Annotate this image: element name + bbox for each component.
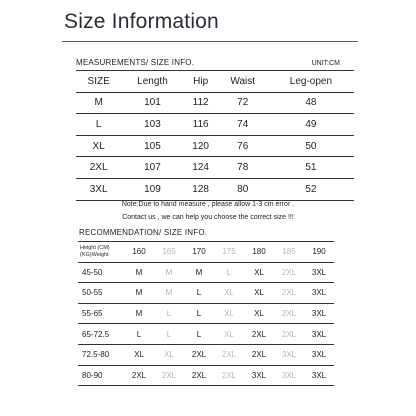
column-header: Length [137,75,168,87]
size-cell: 3XL [89,183,108,195]
recommended-size-cell: L [136,329,142,339]
recommended-size-cell: M [135,288,143,298]
weight-range-cell: 50-55 [82,288,103,298]
recommended-size-cell: XL [254,309,264,319]
table-row [78,303,334,324]
size-table-header [76,71,354,93]
measurements-heading: MEASUREMENTS/ SIZE INFO. [76,58,195,67]
recommendation-table-header [78,242,334,263]
table-row [76,135,354,157]
recommended-size-cell: 2XL [281,309,297,319]
column-header: Leg-open [289,75,333,87]
recommended-size-cell: L [196,309,202,319]
recommended-size-cell: 3XL [311,309,327,319]
recommended-size-cell: 2XL [131,370,147,380]
note-line-2: Contact us , we can help you choose the correct size !!! [122,214,294,221]
measurement-cell: 105 [144,140,161,152]
recommended-size-cell: M [195,267,203,277]
weight-range-cell: 65-72.5 [82,329,110,339]
recommended-size-cell: 2XL [281,267,297,277]
recommended-size-cell: M [135,309,143,319]
recommended-size-cell: 2XL [221,350,237,360]
table-row [76,114,354,136]
recommended-size-cell: XL [254,267,264,277]
measurement-cell: 112 [192,97,209,109]
measurement-cell: 107 [144,162,161,174]
table-row [78,365,334,386]
recommended-size-cell: XL [224,329,234,339]
height-column-header: 190 [312,247,326,257]
recommended-size-cell: 3XL [311,350,327,360]
table-row [76,157,354,179]
measurement-cell: 78 [237,162,249,174]
column-header: Hip [193,75,209,87]
table-row [78,324,334,345]
table-row [78,344,334,365]
column-header: Waist [230,75,256,87]
measurement-cell: 80 [237,183,249,195]
height-column-header: 175 [222,247,236,257]
recommended-size-cell: 3XL [311,288,327,298]
page-title: Size Information [64,10,219,33]
recommended-size-cell: 3XL [311,267,327,277]
measurement-cell: 76 [237,140,249,152]
recommended-size-cell: 3XL [251,370,267,380]
weight-range-cell: 45-50 [82,267,103,277]
size-cell: L [95,118,102,130]
table-row [76,178,354,200]
recommended-size-cell: 2XL [251,329,267,339]
measurement-cell: 124 [192,162,209,174]
title-divider [62,41,358,42]
height-column-header: 185 [282,247,296,257]
size-cell: XL [92,140,105,152]
measurement-cell: 120 [192,140,209,152]
measurement-cell: 50 [305,140,317,152]
recommended-size-cell: 2XL [281,329,297,339]
weight-range-cell: 80-90 [82,370,103,380]
measurement-cell: 103 [144,118,161,130]
recommended-size-cell: XL [134,350,144,360]
recommended-size-cell: M [165,288,173,298]
recommended-size-cell: 2XL [191,370,207,380]
recommended-size-cell: M [165,267,173,277]
recommended-size-cell: 2XL [251,350,267,360]
height-weight-label [78,242,124,263]
size-table [76,70,354,201]
height-column-header: 160 [132,247,146,257]
recommended-size-cell: 3XL [311,370,327,380]
table-row [78,262,334,283]
measurement-cell: 48 [305,97,317,109]
recommended-size-cell: XL [224,309,234,319]
recommended-size-cell: L [166,309,172,319]
table-row [76,92,354,114]
measurement-cell: 49 [305,118,317,130]
measurement-cell: 101 [144,97,161,109]
recommended-size-cell: XL [164,350,174,360]
measurement-cell: 128 [192,183,209,195]
recommended-size-cell: M [135,267,143,277]
height-column-header: 180 [252,247,266,257]
recommended-size-cell: 2XL [191,350,207,360]
recommended-size-cell: 2XL [161,370,177,380]
column-header: SIZE [87,75,110,87]
height-column-header: 170 [192,247,206,257]
recommendation-table [78,241,334,386]
weight-range-cell: 55-65 [82,309,103,319]
height-label: Height (CM) [80,244,110,251]
recommended-size-cell: 2XL [281,288,297,298]
recommendation-heading: RECOMMENDATION/ SIZE INFO. [79,228,208,237]
unit-label: UNIT:CM [311,60,340,67]
recommended-size-cell: L [226,267,232,277]
weight-label: (KG)Weight [80,251,109,258]
measurement-cell: 52 [305,183,317,195]
weight-range-cell: 72.5-80 [82,350,110,360]
recommended-size-cell: L [196,288,202,298]
note-line-1: Note:Due to hand measure , please allow 1-3 cm error . [121,201,295,208]
table-row [78,283,334,304]
recommended-size-cell: 2XL [221,370,237,380]
measurement-cell: 72 [237,97,249,109]
recommended-size-cell: 3XL [281,370,297,380]
recommended-size-cell: 3XL [281,350,297,360]
size-cell: 2XL [89,162,108,174]
size-cell: M [94,97,103,109]
measurement-cell: 51 [305,162,317,174]
measurement-cell: 116 [192,118,209,130]
recommended-size-cell: L [196,329,202,339]
measurement-cell: 109 [144,183,161,195]
measurement-cell: 74 [237,118,249,130]
recommended-size-cell: XL [224,288,234,298]
recommended-size-cell: 3XL [311,329,327,339]
height-column-header: 165 [162,247,176,257]
recommended-size-cell: XL [254,288,264,298]
recommended-size-cell: L [166,329,172,339]
